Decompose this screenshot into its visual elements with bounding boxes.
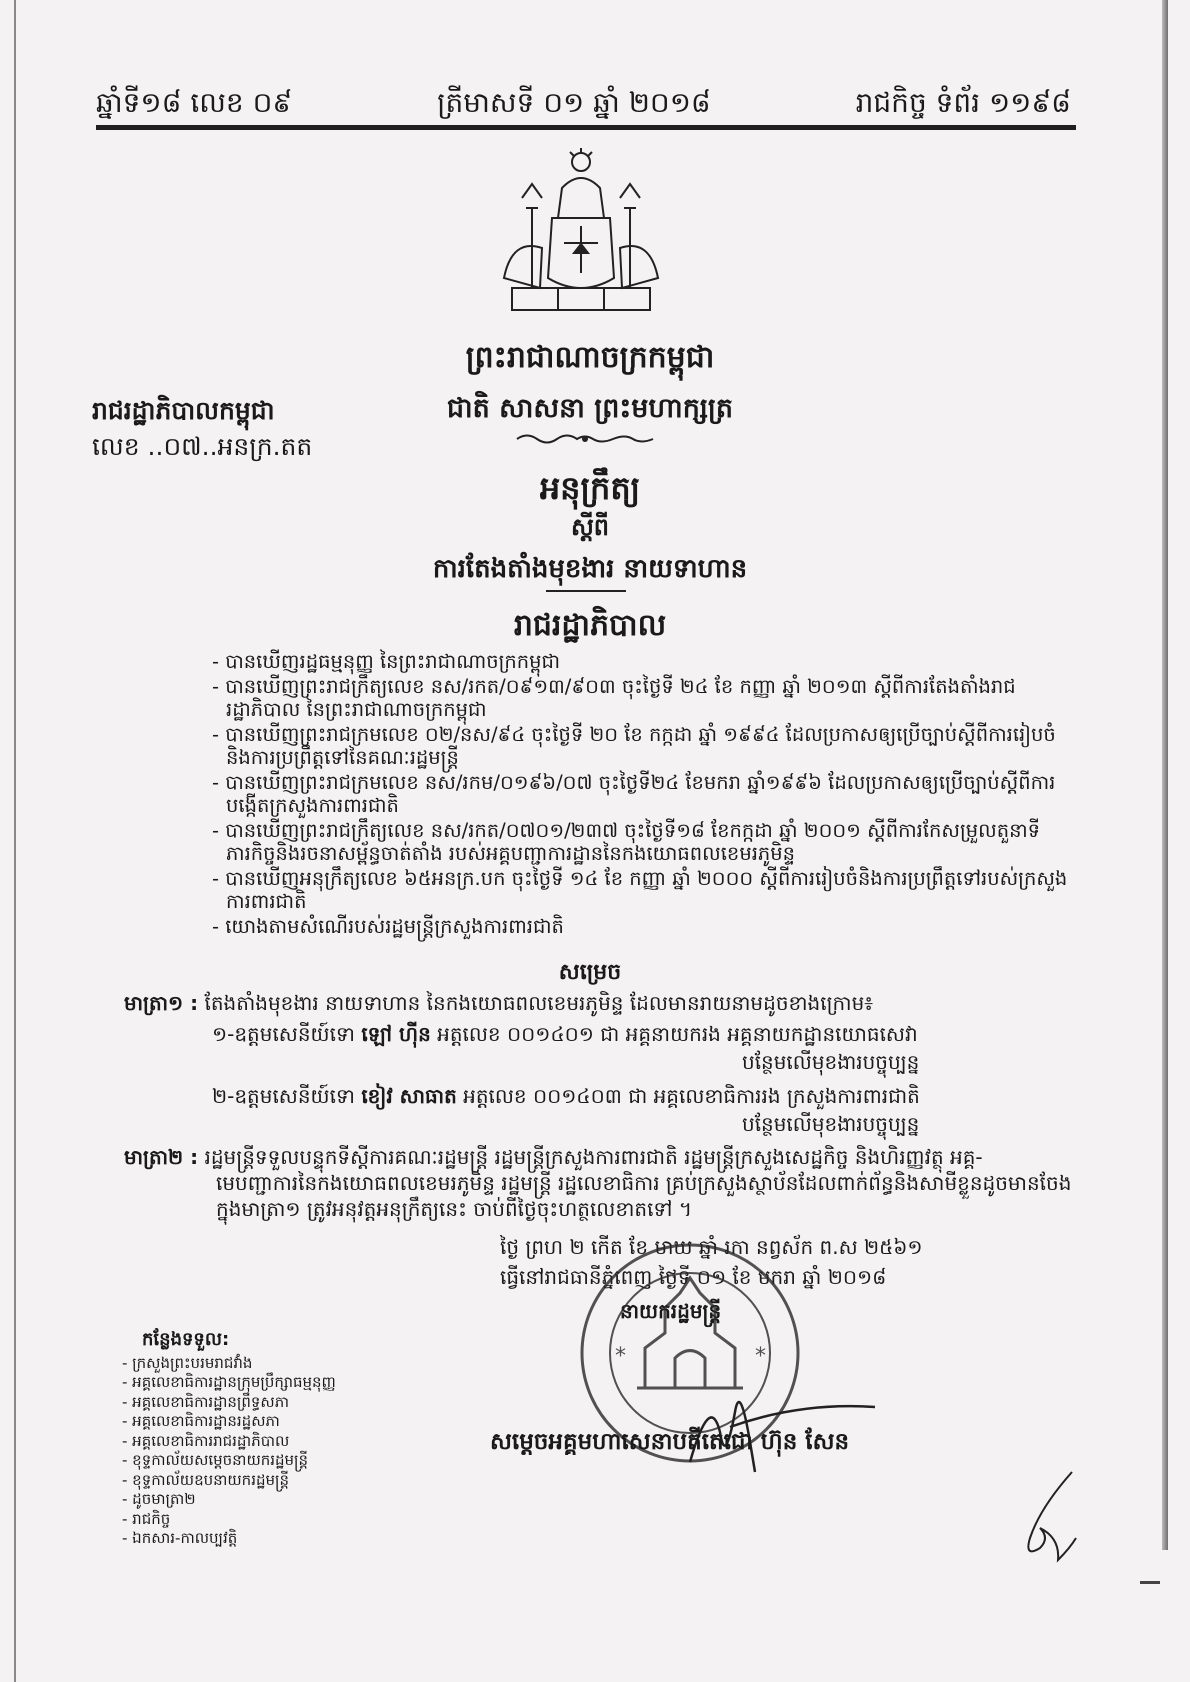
gazette-date: ត្រីមាសទី ០១ ឆ្នាំ ២០១៨ <box>437 86 711 119</box>
reference-number: លេខ ..០៧..អនក្រ.តត <box>92 432 313 461</box>
list-item: - អគ្គលេខាធិការដ្ឋានរដ្ឋសភា <box>122 1412 280 1430</box>
gazette-issue: ឆ្នាំទី១៨ លេខ ០៩ <box>96 86 293 119</box>
article-1 <box>124 990 1074 1016</box>
gazette-header <box>96 86 1071 120</box>
government-name: រាជរដ្ឋាភិបាលកម្ពុជា <box>92 396 275 425</box>
scan-left-edge <box>14 0 16 1682</box>
scan-right-edge <box>1162 0 1168 1550</box>
consideration-item: - យោងតាមសំណើរបស់រដ្ឋមន្ត្រីក្រសួងការពារជាតិ <box>212 915 564 938</box>
appointee-role: ជា អគ្គនាយករង អគ្គនាយកដ្ឋានយោធសេវា <box>600 1022 918 1046</box>
list-item: - អគ្គលេខាធិការដ្ឋានព្រឹទ្ធសភា <box>122 1392 289 1411</box>
signer-title: នាយករដ្ឋមន្ត្រី <box>620 1299 722 1323</box>
article-1-text: តែងតាំងមុខងារ នាយទាហាន នៃកងយោធពលខេមរភូមិន្ទ ដែលមានរាយនាមដូចខាងក្រោម៖ <box>198 991 874 1015</box>
document-subject: ការតែងតាំងមុខងារ នាយទាហាន <box>432 554 748 584</box>
appointee-rank: ២-ឧត្តមសេនីយ៍ទោ <box>212 1084 362 1108</box>
list-item: - ដូចមាត្រា២ <box>122 1490 196 1508</box>
appointee-note: បន្ថែមលើមុខងារបច្ចុប្បន្ន <box>742 1112 920 1136</box>
national-motto: ជាតិ សាសនា ព្រះមហាក្សត្រ <box>446 393 734 424</box>
header-rule <box>96 125 1076 130</box>
consideration-item: - បានឃើញអនុក្រឹត្យលេខ ៦៥អនក្រ.បក ចុះថ្ងៃទី ១៤ ខែ កញ្ញា ឆ្នាំ ២០០០ ស្តីពីការរៀបចំនិងការប្រព្រឹត្តទៅរបស់ក្រសួងការពារជាតិ <box>212 867 1068 913</box>
lunar-date: ថ្ងៃ ព្រហ ២ កើត ខែ មាឃ ឆ្នាំ រកា នព្វស័ក ព.ស ២៥៦១ <box>500 1235 923 1259</box>
list-item: - ខុទ្ទកាល័យឧបនាយករដ្ឋមន្ត្រី <box>122 1470 289 1489</box>
consideration-item: - បានឃើញរដ្ឋធម្មនុញ្ញ នៃព្រះរាជាណាចក្រកម្ពុជា <box>212 650 561 673</box>
about-label: ស្តីពី <box>570 513 610 541</box>
consideration-item: - បានឃើញព្រះរាជក្រមលេខ នស/រកម/០១៩៦/០៧ ចុះថ្ងៃទី២៤ ខែមករា ឆ្នាំ១៩៩៦ ដែលប្រកាសឲ្យប្រើច្បាប់ស្តីពីការបង្កើតក្រសួងការពារជាតិ <box>212 771 1056 817</box>
appointee-id: អត្តលេខ ០០១៤០៣ <box>456 1084 629 1108</box>
consideration-item: - បានឃើញព្រះរាជក្រឹត្យលេខ នស/រកត/០៩១៣/៩០៣ ចុះថ្ងៃទី ២៤ ខែ កញ្ញា ឆ្នាំ ២០១៣ ស្តីពីការតែងតាំងរាជរដ្ឋាភិបាល នៃព្រះរាជាណាចក្រកម្ពុជា <box>212 675 1016 721</box>
consideration-item: - បានឃើញព្រះរាជក្រមលេខ ០២/នស/៩៤ ចុះថ្ងៃទី ២០ ខែ កក្កដា ឆ្នាំ ១៩៩៤ ដែលប្រកាសឲ្យប្រើច្បាប់ស្តីពីការរៀបចំនិងការប្រព្រឹត្តទៅនៃគណៈរដ្ឋមន្ត្រី <box>212 723 1056 769</box>
appointee-id: អត្តលេខ ០០១៤០១ <box>430 1022 601 1046</box>
appointee-role: ជា អគ្គលេខាធិការរង ក្រសួងការពារជាតិ <box>628 1084 920 1108</box>
kingdom-title: ព្រះរាជាណាចក្រកម្ពុជា <box>465 340 715 375</box>
ornament-divider-icon <box>515 432 655 446</box>
list-item: - ខុទ្ទកាល័យសម្តេចនាយករដ្ឋមន្ត្រី <box>122 1451 309 1469</box>
appointee-rank: ១-ឧត្តមសេនីយ៍ទោ <box>212 1022 362 1046</box>
considerations-list <box>212 650 1072 940</box>
appointee-entry <box>212 1020 1072 1076</box>
list-item: - ក្រសួងព្រះបរមរាជវាំង <box>122 1353 253 1372</box>
list-item: - ឯកសារ-កាលប្បវត្តិ <box>122 1529 238 1547</box>
appointee-name: ខៀវ សាធាត <box>361 1084 457 1108</box>
corner-mark <box>1140 1581 1160 1584</box>
signer-name: សម្តេចអគ្គមហាសេនាបតីតេជោ ហ៊ុន សែន <box>490 1429 850 1455</box>
recipients-title: កន្លែងទទួល: <box>142 1329 230 1350</box>
article-1-label: មាត្រា១ : <box>124 991 199 1015</box>
initials-signature-icon <box>1010 1468 1080 1568</box>
list-item: - អគ្គលេខាធិការដ្ឋានក្រុមប្រឹក្សាធម្មនុញ្ញ <box>122 1373 336 1391</box>
document-type: អនុក្រឹត្យ <box>539 469 641 507</box>
svg-text:*: * <box>615 1344 626 1369</box>
svg-text:*: * <box>755 1344 766 1369</box>
article-2-label: មាត្រា២ : <box>124 1145 199 1169</box>
recipients-block <box>122 1330 336 1549</box>
appointee-note: បន្ថែមលើមុខងារបច្ចុប្បន្ន <box>742 1050 920 1074</box>
issuing-body: រាជរដ្ឋាភិបាល <box>513 608 667 643</box>
article-2-text: រដ្ឋមន្ត្រីទទួលបន្ទុកទីស្តីការគណៈរដ្ឋមន្ត្រី រដ្ឋមន្ត្រីក្រសួងការពារជាតិ រដ្ឋមន្ត្រីក្រសួងសេដ្ឋកិច្ច និងហិរញ្ញវត្ថុ អគ្គ- <box>198 1145 983 1169</box>
consideration-item: - បានឃើញព្រះរាជក្រឹត្យលេខ នស/រកត/០៧០១/២៣៧ ចុះថ្ងៃទី១៨ ខែកក្កដា ឆ្នាំ ២០០១ ស្តីពីការកែសម្រួលតួនាទី ភារកិច្ចនិងរចនាសម្ព័ន្ធចាត់តាំង របស់អគ្គបញ្ជាការដ្ឋាននៃកងយោធពលខេមរភូមិន្ទ <box>212 819 1041 865</box>
list-item: - រាជកិច្ច <box>122 1509 171 1528</box>
article-2-continuation: មេបញ្ជាការនៃកងយោធពលខេមរភូមិន្ទ រដ្ឋមន្ត្រី រដ្ឋលេខាធិការ គ្រប់ក្រសួងស្ថាប័នដែលពាក់ព័ន្ធនិងសាមីខ្លួនដូចមានចែងក្នុងមាត្រា១ ត្រូវអនុវត្តអនុក្រឹត្យនេះ ចាប់ពីថ្ងៃចុះហត្ថលេខាតទៅ ។ <box>216 1171 1072 1221</box>
place-date: ធ្វើនៅរាជធានីភ្នំពេញ ថ្ងៃទី ០១ ខែ មករា ឆ្នាំ ២០១៨ <box>500 1265 887 1289</box>
appointee-entry <box>212 1082 1072 1138</box>
section-divider <box>546 590 626 592</box>
article-2 <box>124 1144 1074 1222</box>
gazette-page: រាជកិច្ច ទំព័រ ១១៩៨ <box>855 86 1071 119</box>
royal-emblem-icon <box>492 148 670 318</box>
list-item: - អគ្គលេខាធិការរាជរដ្ឋាភិបាល <box>122 1431 290 1450</box>
recipients-list <box>122 1354 336 1549</box>
signature-icon <box>680 1372 880 1482</box>
decision-heading: សម្រេច <box>558 960 622 985</box>
appointee-name: ឡៅ ហ៊ីន <box>361 1022 431 1046</box>
